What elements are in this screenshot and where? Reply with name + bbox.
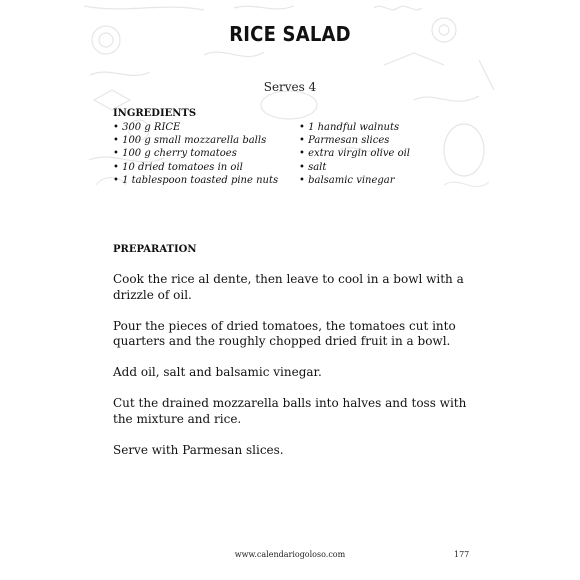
ingredients-heading: INGREDIENTS xyxy=(113,108,197,119)
preparation-step: Cook the rice al dente, then leave to cool in a bowl with a drizzle of oil. xyxy=(113,272,464,302)
preparation-heading: PREPARATION xyxy=(113,244,197,255)
ingredient-item: • extra virgin olive oil xyxy=(299,147,410,160)
page-title: RICE SALAD xyxy=(229,22,351,46)
ingredient-item: • 100 g cherry tomatoes xyxy=(113,147,278,160)
footer-website: www.calendariogoloso.com xyxy=(234,550,346,559)
preparation-step: Pour the pieces of dried tomatoes, the tomatoes cut into quarters and the roughly chopped dried fruit in a bowl. xyxy=(113,318,456,348)
preparation-step: Serve with Parmesan slices. xyxy=(113,442,284,457)
servings-label: Serves 4 xyxy=(263,80,317,94)
recipe-page xyxy=(84,0,496,580)
ingredients-list-right xyxy=(299,121,410,187)
ingredient-item: • 100 g small mozzarella balls xyxy=(113,134,278,147)
preparation-step: Add oil, salt and balsamic vinegar. xyxy=(113,365,322,379)
ingredient-item: • 10 dried tomatoes in oil xyxy=(113,161,278,174)
ingredient-item: • balsamic vinegar xyxy=(299,174,410,187)
ingredient-item: • 1 handful walnuts xyxy=(299,121,410,134)
preparation-step: Cut the drained mozzarella balls into halves and toss with the mixture and rice. xyxy=(113,396,467,426)
preparation-steps xyxy=(113,272,473,474)
ingredient-item: • salt xyxy=(299,161,410,174)
ingredient-item: • 300 g RICE xyxy=(113,121,278,134)
ingredients-list-left xyxy=(113,121,278,187)
page-number: 177 xyxy=(454,550,470,559)
ingredient-item: • Parmesan slices xyxy=(299,134,410,147)
ingredient-item: • 1 tablespoon toasted pine nuts xyxy=(113,174,278,187)
